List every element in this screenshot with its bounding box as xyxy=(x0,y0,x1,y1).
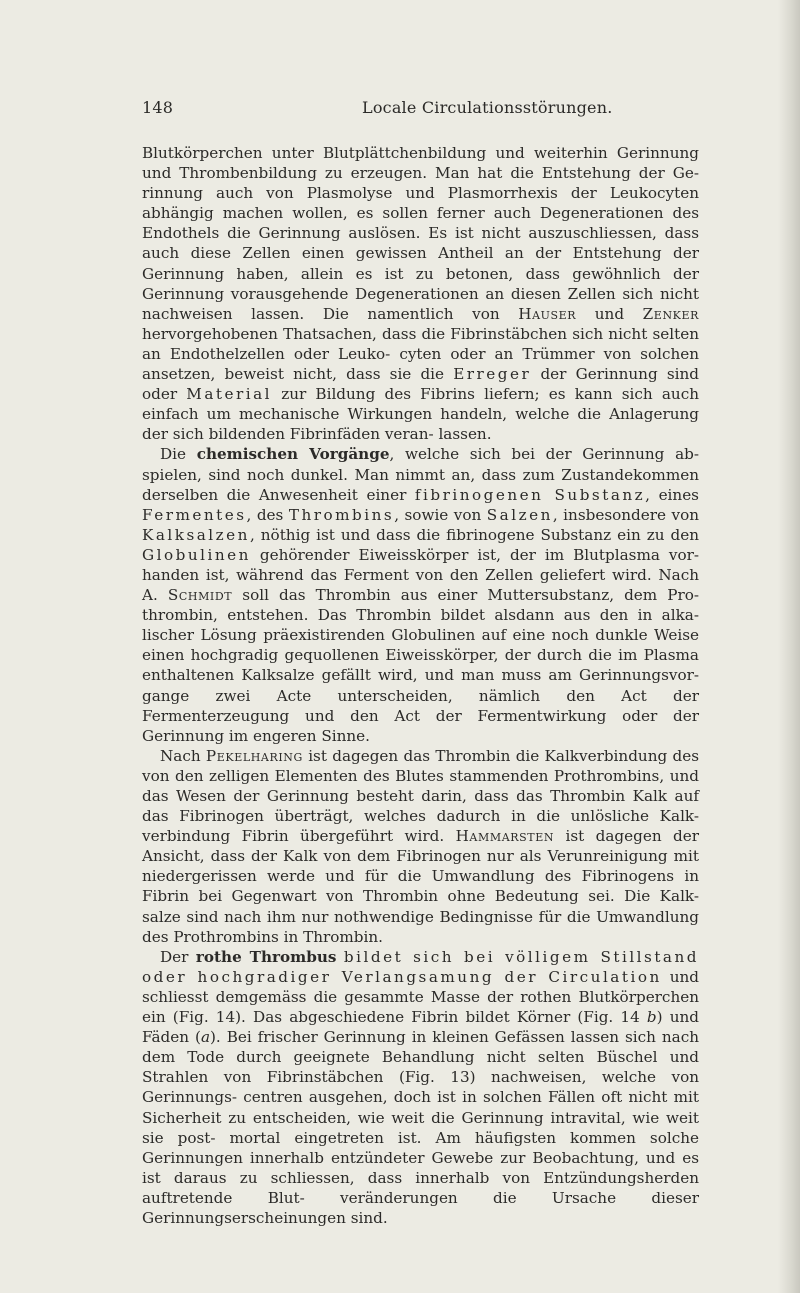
paragraph xyxy=(142,746,699,947)
text-run-sp: Globulinen xyxy=(142,545,251,564)
running-header xyxy=(142,98,698,120)
text-run-sc: Zenker xyxy=(642,304,699,323)
text-run-ital: b xyxy=(646,1008,657,1027)
text-run-sp: bildet sich bei völligem Stillstand oder hochgradiger Verlangsamung der Circulation xyxy=(142,947,699,986)
page-edge-shadow xyxy=(778,0,800,1293)
text-run-sc: Hammarsten xyxy=(455,827,555,846)
text-run: und xyxy=(576,304,643,323)
text-run xyxy=(336,948,343,966)
text-run: und schliesst demgemäss die gesammte Masse der rothen Blutkörperchen ein (Fig. 14). Das abgeschiedene Fibrin bildet Körner (Fig. 14 xyxy=(142,967,699,1027)
text-run-sp: Salzen xyxy=(486,505,553,524)
text-run: , des xyxy=(246,505,289,524)
text-run-sp: Thrombins xyxy=(288,505,395,524)
text-run: , welche sich bei der Gerinnung ab- spielen, sind noch dunkel. Man nimmt an, dass zum Zustandekommen derselben die Anwesenheit einer xyxy=(142,445,699,504)
text-run-sp: Material xyxy=(186,385,273,404)
paragraph xyxy=(142,143,699,444)
text-run: Der xyxy=(160,947,196,966)
text-run: gehörender Eiweisskörper ist, der im Blutplasma vor- handen ist, während das Ferment von den Zellen geliefert wird. Nach A. xyxy=(142,545,699,605)
text-run: , eines xyxy=(645,485,699,504)
text-run: ) und Fäden ( xyxy=(142,1008,699,1047)
text-run: ). Bei frischer Gerinnung in kleinen Gefässen lassen sich nach dem Tode durch geeignete Behandlung nicht selten Büschel und Strahlen von Fibrinstäbchen (Fig. 13) nachweisen, welche von Gerinnungs- centren ausgehen, doch ist in solchen Fällen oft nicht mit Sicherheit zu entscheiden, wie weit die Gerinnung intravital, wie weit sie post- mortal eingetreten ist. Am häufigsten kommen solche Gerinnungen innerhalb entzündeter Gewebe zur Beobachtung, und es ist daraus zu schliessen, dass innerhalb von Entzündungsherden auftretende Blut- veränderungen die Ursache dieser Gerinnungserscheinungen sind. xyxy=(142,1028,699,1227)
text-run: ist dagegen der Ansicht, dass der Kalk von dem Fibrinogen nur als Verunreinigung mit niedergerissen werde und für die Umwandlung des Fibrinogens in Fibrin bei Gegenwart von Thrombin ohne Bedeutung sei. Die Kalk- salze sind nach ihm nur nothwendige Bedingnisse für die Umwandlung des Prothrombins in Thrombin. xyxy=(142,827,700,946)
text-run-sp: Fermentes xyxy=(142,505,247,524)
text-run-sc: Pekelharing xyxy=(205,746,303,765)
text-run: soll das Thrombin aus einer Muttersubstanz, dem Pro- thrombin, entstehen. Das Thrombin bildet alsdann aus den in alka- lischer Lösung präexistirenden Globulinen auf eine noch dunkle Weise einen hochgradig gequollenen Eiweisskörper, der durch die im Plasma enthaltenen Kalksalze gefällt wird, und man muss am Gerinnungsvor- gange zwei Acte unterscheiden, nämlich den Act der Fermenterzeugung und den Act der Fermentwirkung oder der Gerinnung im engeren Sinne. xyxy=(142,586,699,745)
body-text xyxy=(142,143,699,1228)
text-run-sc: Hauser xyxy=(518,304,577,323)
text-run: Die xyxy=(160,445,197,464)
paragraph xyxy=(142,947,699,1228)
text-run-bold: rothe Thrombus xyxy=(195,947,337,966)
text-run: , nöthig ist und dass die fibrinogene Substanz ein zu den xyxy=(249,525,699,544)
text-run-sp: Kalksalzen xyxy=(142,525,250,544)
text-run-sp: Erreger xyxy=(453,365,532,384)
text-run: ist dagegen das Thrombin die Kalkverbindung des von den zelligen Elementen des Blutes stammenden Prothrombins, und das Wesen der Gerinnung besteht darin, dass das Thrombin Kalk auf das Fibrinogen überträgt, welches dadurch in die unlösliche Kalk- verbindung Fibrin übergeführt wird. xyxy=(142,746,699,846)
text-run: Blutkörperchen unter Blutplättchenbildung und weiterhin Gerinnung und Thrombenbildung zu erzeugen. Man hat die Entstehung der Ge- rinnung auch von Plasmolyse und Plasmorrhexis der Leukocyten abhängig machen wollen, es sollen ferner auch Degenerationen des Endothels die Gerinnung auslösen. Es ist nicht auszuschliessen, dass auch diese Zellen einen gewissen Antheil an der Entstehung der Gerinnung haben, allein es ist zu betonen, dass gewöhnlich der Gerinnung vorausgehende Degenerationen an diesen Zellen sich nicht nachweisen lassen. Die namentlich von xyxy=(142,144,699,323)
paragraph xyxy=(142,444,699,745)
text-run: zur Bildung des Fibrins liefern; es kann sich auch einfach um mechanische Wirkungen handeln, welche die Anlagerung der sich bildenden Fibrinfäden veran- lassen. xyxy=(142,385,699,444)
running-title: Locale Circulationsstörungen. xyxy=(362,98,613,117)
text-run-bold: chemischen Vorgänge xyxy=(196,445,390,464)
page-number: 148 xyxy=(142,98,174,117)
text-run: , insbesondere von xyxy=(552,505,699,524)
text-run: Nach xyxy=(160,746,206,765)
text-run: hervorgehobenen Thatsachen, dass die Fibrinstäbchen sich nicht selten an Endothelzellen oder Leuko- cyten oder an Trümmer von solchen ansetzen, beweist nicht, dass sie die xyxy=(142,324,699,384)
text-run: , sowie von xyxy=(394,505,487,524)
text-run-ital: a xyxy=(200,1028,210,1047)
text-run-sc: Schmidt xyxy=(167,586,233,605)
text-run-sp: fibrinogenen Substanz xyxy=(414,485,646,504)
text-run: der Gerinnung sind oder xyxy=(142,365,699,404)
